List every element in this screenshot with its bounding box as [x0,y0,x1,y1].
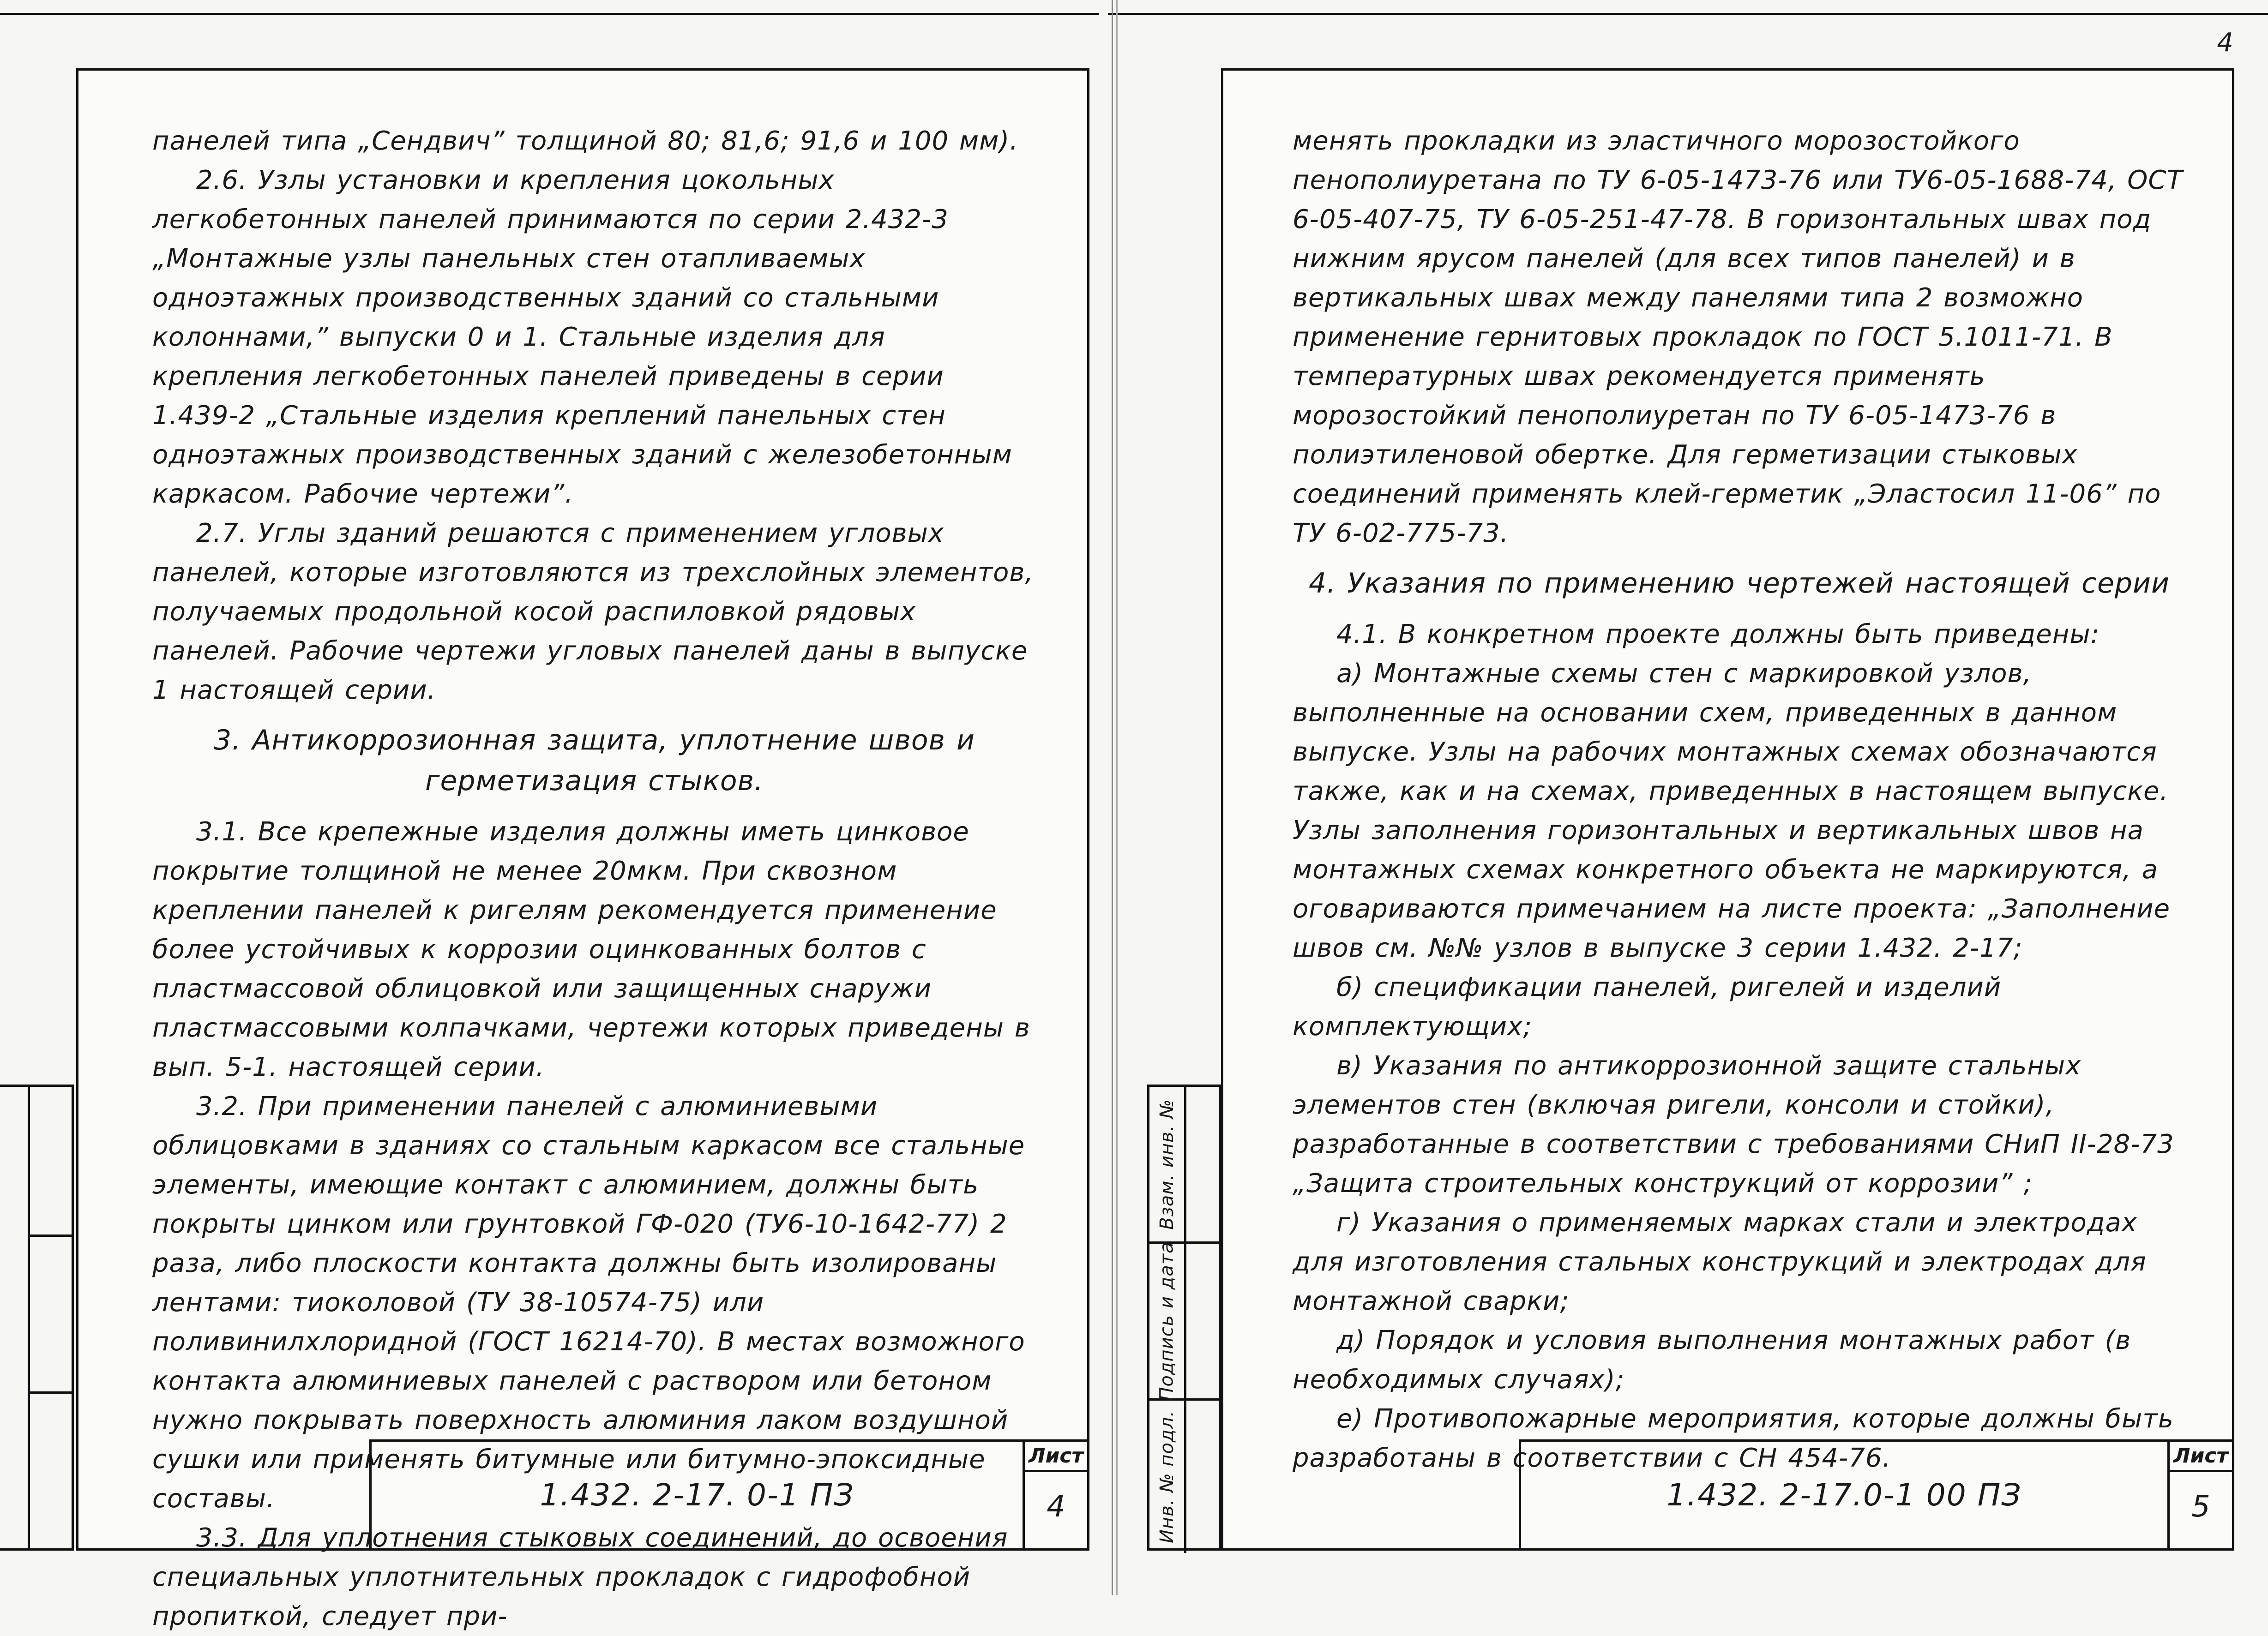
right-body-text [1293,121,2186,1478]
side-row-signature [1149,1241,1219,1401]
left-sheet [76,68,1089,1631]
page-fold [1112,0,1113,1595]
right-sheet [1221,68,2234,1551]
paragraph: в) Указания по антикоррозионной защите стальных элементов стен (включая ригели, консоли и стойки), разработанные в соответствии с требованиями СНиП II-28-73 „Защита строительных конструкций от коррозии” ; [1293,1051,2174,1199]
side-label-replacement: Взам. инв. № [1156,1098,1178,1230]
paragraph: 3.1. Все крепежные изделия должны иметь цинковое покрытие толщиной не менее 20мкм. При сквозном креплении панелей к ригелям рекомендуется применение более устойчивых к коррозии оцинкованных болтов с пластмассовой облицовкой или защищенных снаружи пластмассовыми колпачками, чертежи которых приведены в вып. 5-1. настоящей серии. [152,817,1030,1082]
paragraph: 3.3. Для уплотнения стыковых соединений, до освоения специальных уплотнительных прокладок с гидрофобной пропиткой, следует при- [152,1523,1008,1631]
paragraph: менять прокладки из эластичного морозостойкого пенополиуретана по ТУ 6-05-1473-76 или ТУ6-05-1688-74, ОСТ 6-05-407-75, ТУ 6-05-251-47-78. В горизонтальных швах под нижним ярусом панелей (для всех типов панелей) и в вертикальных швах между панелями типа 2 возможно применение гернитовых прокладок по ГОСТ 5.1011-71. В температурных швах рекомендуется применять морозостойкий пенополиуретан по ТУ 6-05-1473-76 в полиэтиленовой обертке. Для герметизации стыковых соединений применять клей-герметик „Эластосил 11-06” по ТУ 6-02-775-73. [1293,126,2183,548]
side-label-signature: Подпись и дата [1156,1241,1178,1401]
left-sheet-cell [1023,1442,1087,1548]
left-title-block [369,1439,1087,1548]
paragraph: 2.7. Углы зданий решаются с применением угловых панелей, которые изготовляются из трехслойных элементов, получаемых продольной косой распиловкой рядовых панелей. Рабочие чертежи угловых панелей даны в выпуске 1 настоящей серии. [152,518,1034,705]
paragraph: а) Монтажные схемы стен с маркировкой узлов, выполненные на основании схем, приведенных в данном выпуске. Узлы на рабочих монтажных схемах обозначаются также, как и на схемах, приведенных в настоящем выпуске. Узлы заполнения горизонтальных и вертикальных швов на монтажных схемах конкретного объекта не маркируются, а оговариваются примечанием на листе проекта: „Заполнение швов см. №№ узлов в выпуске 3 серии 1.432. 2-17; [1293,659,2171,963]
right-sheet-label: Лист [2170,1442,2232,1472]
section-heading: 3. Антикоррозионная защита, уплотнение швов и герметизация стыков. [214,724,975,797]
paragraph: 2.6. Узлы установки и крепления цокольных легкобетонных панелей принимаются по серии 2.432-3 „Монтажные узлы панельных стен отапливаемых одноэтажных производственных зданий со стальными колоннами,” выпуски 0 и 1. Стальные изделия для крепления легкобетонных панелей приведены в серии 1.439-2 „Стальные изделия креплений панельных стен одноэтажных производственных зданий с железобетонным каркасом. Рабочие чертежи”. [152,165,1012,509]
right-sheet-cell [2167,1442,2232,1548]
paragraph: 4.1. В конкретном проекте должны быть приведены: [1336,619,2100,649]
paragraph: е) Противопожарные мероприятия, которые должны быть разработаны в соответствии с СН 454-76. [1293,1404,2174,1473]
paragraph: 3.2. При применении панелей с алюминиевыми облицовками в зданиях со стальным каркасом все стальные элементы, имеющие контакт с алюминием, должны быть покрыты цинком или грунтовкой ГФ-020 (ТУ6-10-1642-77) 2 раза, либо плоскости контакта должны быть изолированы лентами: тиоколовой (ТУ 38-10574-75) или поливинилхлоридной (ГОСТ 16214-70). В местах возможного контакта алюминиевых панелей с раствором или бетоном нужно покрывать поверхность алюминия лаком воздушной сушки или применять битумные или битумно-эпоксидные составы. [152,1091,1025,1514]
page-fold-shadow [1116,0,1118,1595]
right-doc-code: 1.432. 2-17.0-1 00 ПЗ [1666,1477,2022,1513]
left-sheet-label: Лист [1025,1442,1087,1472]
paragraph: д) Порядок и условия выполнения монтажных работ (в необходимых случаях); [1293,1325,2131,1395]
left-doc-code: 1.432. 2-17. 0-1 ПЗ [540,1477,854,1513]
side-row-replacement [1149,1087,1219,1244]
section-heading: 4. Указания по применению чертежей настоящей серии [1309,567,2170,599]
side-row-inventory [1149,1401,1219,1553]
corner-mark: 4 [2217,28,2233,58]
paragraph: г) Указания о применяемых марках стали и электродах для изготовления стальных конструкций и электродах для монтажной сварки; [1293,1208,2147,1316]
right-sheet-number: 5 [2191,1490,2210,1524]
paragraph: б) спецификации панелей, ригелей и изделий комплектующих; [1293,972,2002,1042]
side-stamp [1147,1085,1221,1551]
right-title-block [1519,1439,2232,1548]
paragraph: панелей типа „Сендвич” толщиной 80; 81,6; 91,6 и 100 мм). [152,126,1019,156]
left-margin-stamp [0,1085,74,1551]
side-label-inventory: Инв. № подл. [1156,1410,1178,1543]
left-sheet-number: 4 [1047,1490,1065,1524]
left-body-text [152,121,1036,1636]
top-border-line-right [1108,13,2268,15]
top-border-line [0,13,1099,15]
